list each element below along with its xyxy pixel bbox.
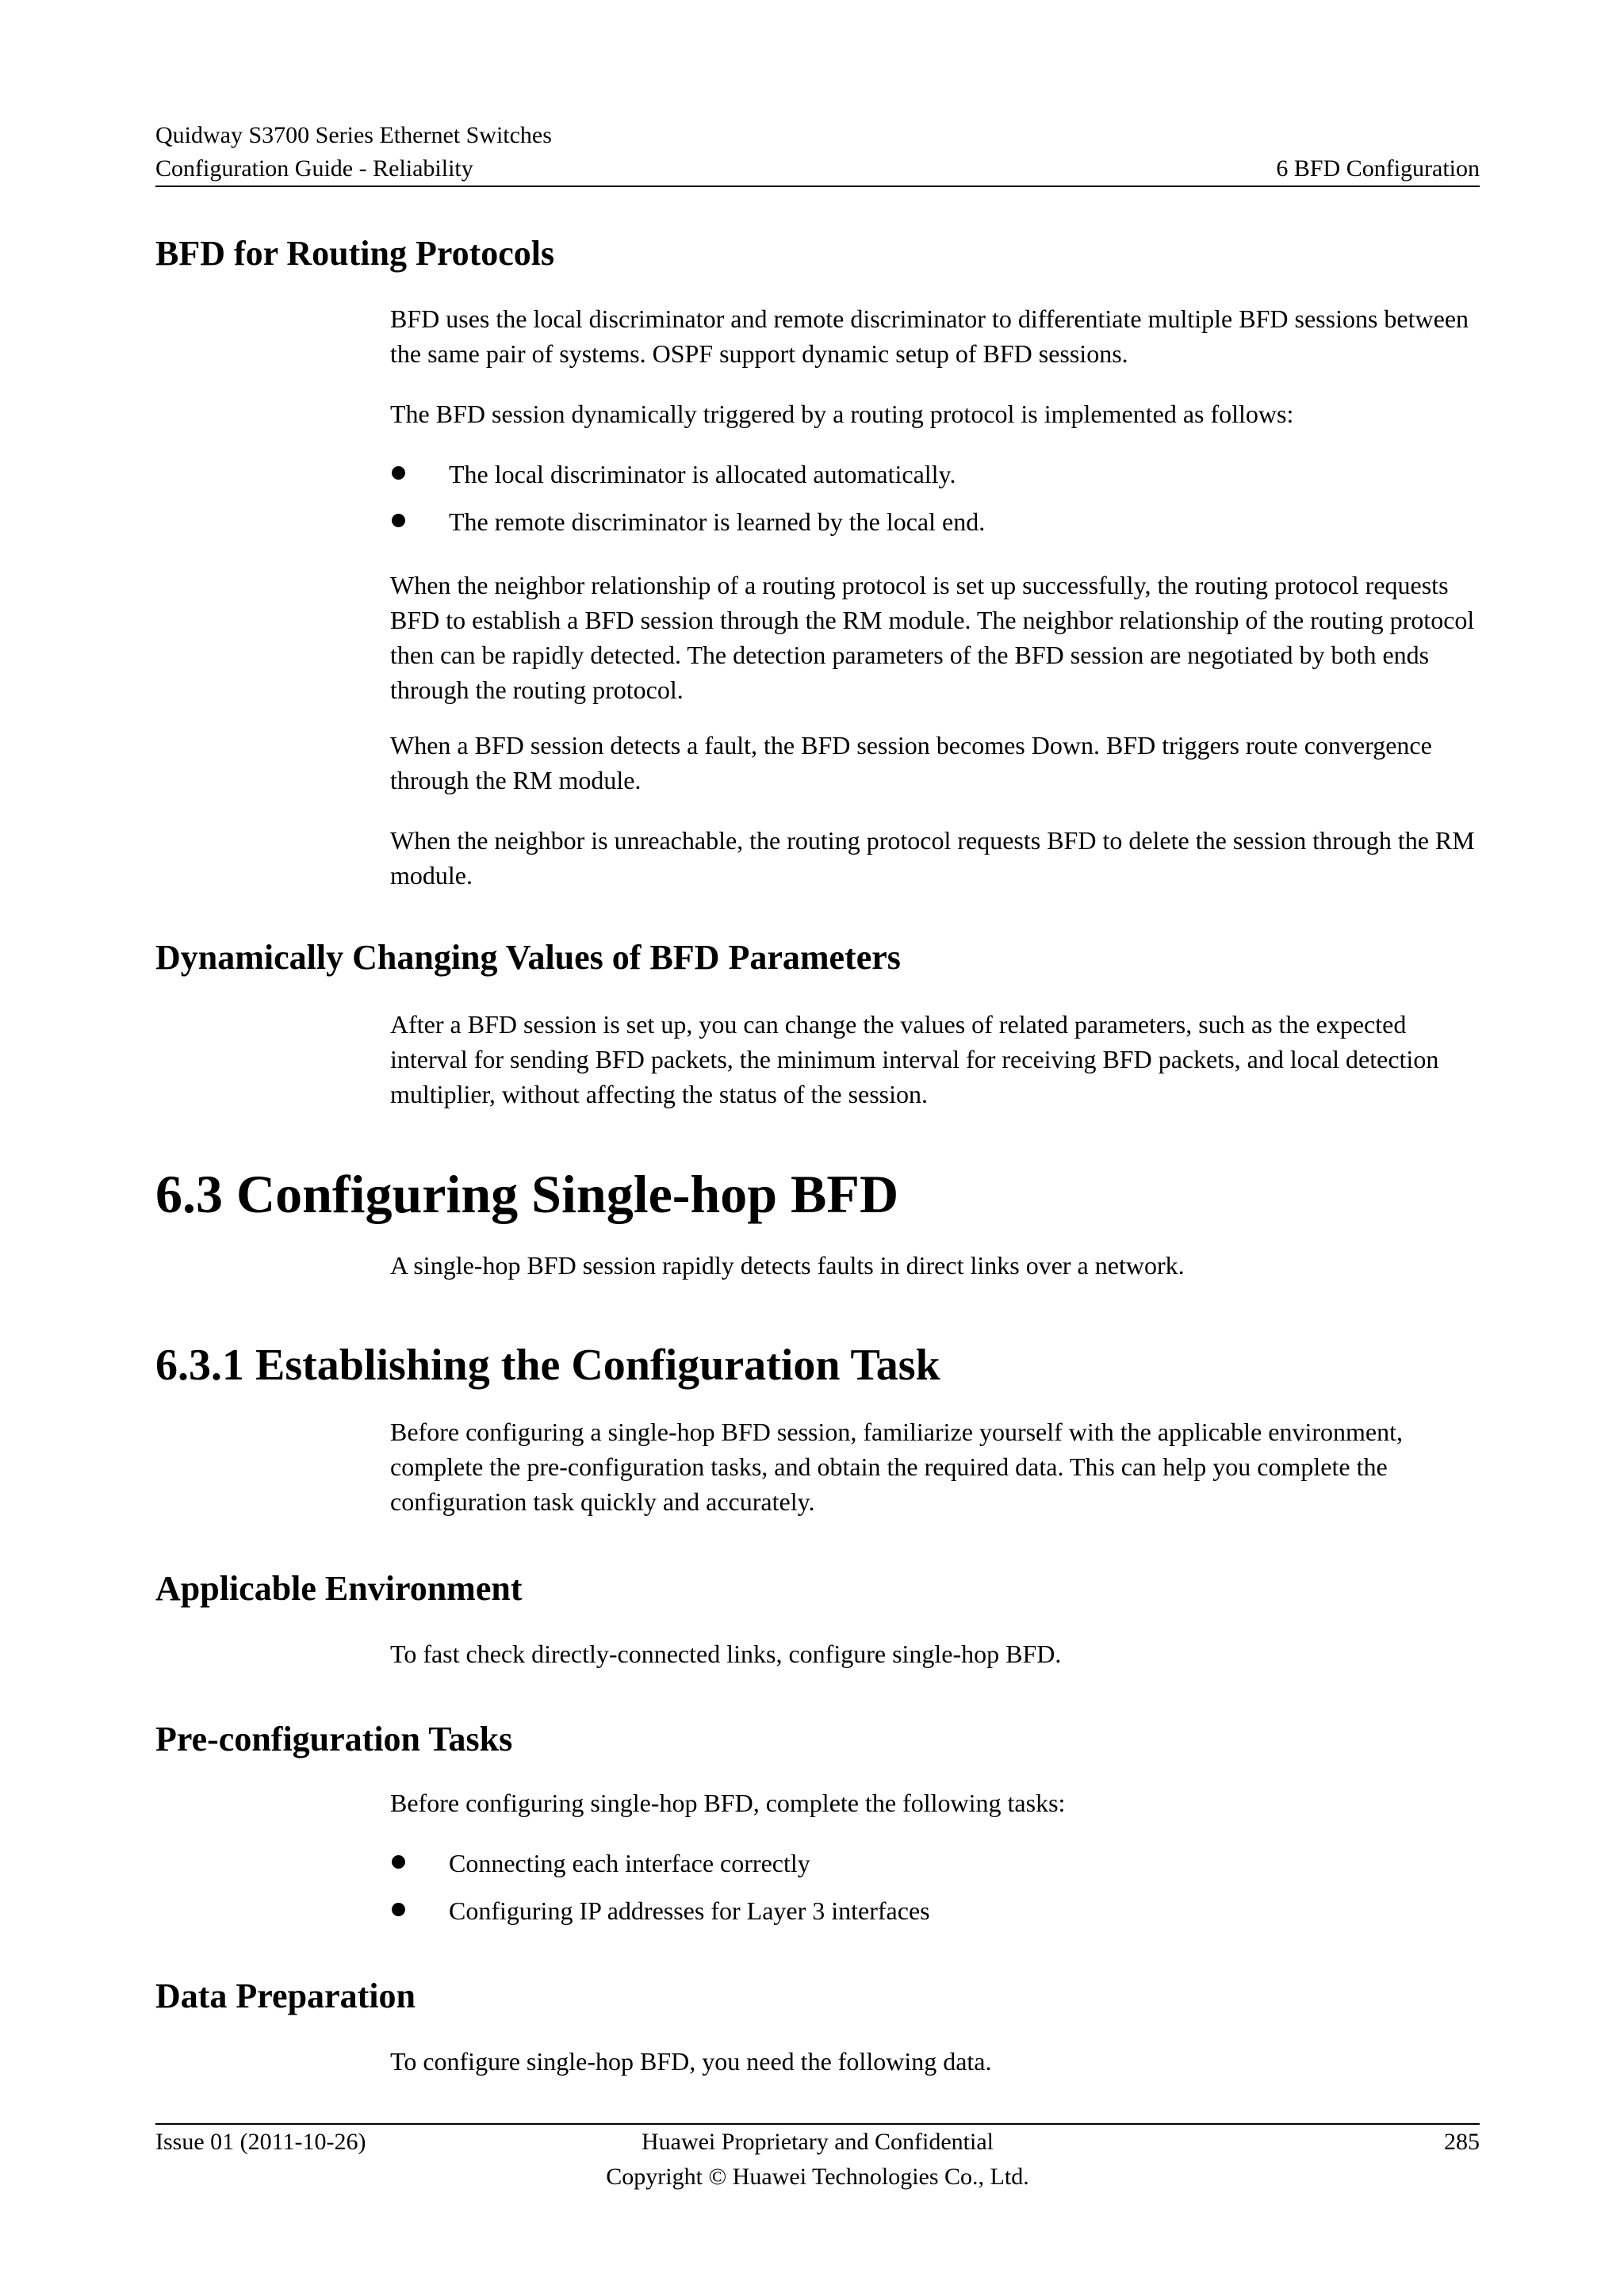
heading-section-6-3: 6.3 Configuring Single-hop BFD: [155, 1164, 899, 1224]
bullet-list: [390, 457, 1480, 552]
page-header: [155, 119, 1480, 186]
bullet-icon: [392, 514, 405, 527]
heading-data-preparation: Data Preparation: [155, 1976, 416, 2015]
paragraph: When a BFD session detects a fault, the BFD session becomes Down. BFD triggers route convergence through the RM module.: [390, 731, 1432, 794]
header-rule: [155, 186, 1480, 187]
footer-issue: Issue 01 (2011-10-26): [155, 2129, 366, 2155]
heading-section-6-3-1: 6.3.1 Establishing the Configuration Task: [155, 1341, 940, 1390]
header-chapter-title: 6 BFD Configuration: [1276, 155, 1480, 182]
bullet-list: [390, 1846, 1480, 1941]
bullet-icon: [392, 1903, 405, 1916]
paragraph: To fast check directly-connected links, configure single-hop BFD.: [390, 1640, 1062, 1668]
list-item: The local discriminator is allocated automatically.: [390, 457, 1480, 504]
bullet-icon: [392, 466, 405, 480]
heading-bfd-routing-protocols: BFD for Routing Protocols: [155, 234, 555, 273]
paragraph: Before configuring single-hop BFD, complete the following tasks:: [390, 1789, 1066, 1817]
footer-center: [155, 2125, 1480, 2195]
list-item: Configuring IP addresses for Layer 3 interfaces: [390, 1893, 1480, 1941]
paragraph: When the neighbor is unreachable, the routing protocol requests BFD to delete the session through the RM module.: [390, 826, 1475, 890]
heading-preconfiguration-tasks: Pre-configuration Tasks: [155, 1720, 513, 1758]
header-guide-title: Configuration Guide - Reliability: [155, 155, 473, 182]
paragraph: Before configuring a single-hop BFD session, familiarize yourself with the applicable environment, complete the pre-configuration tasks, and obtain the required data. This can help you complete the configuration task quickly and accurately.: [390, 1418, 1403, 1516]
header-row: [155, 152, 1480, 186]
paragraph: BFD uses the local discriminator and remote discriminator to differentiate multiple BFD sessions between the same pair of systems. OSPF support dynamic setup of BFD sessions.: [390, 304, 1469, 368]
heading-dynamic-params: Dynamically Changing Values of BFD Parameters: [155, 938, 901, 977]
footer-copyright: Copyright © Huawei Technologies Co., Ltd.: [606, 2164, 1029, 2190]
page-number: 285: [1444, 2129, 1480, 2155]
paragraph: A single-hop BFD session rapidly detects faults in direct links over a network.: [390, 1251, 1185, 1280]
paragraph: When the neighbor relationship of a routing protocol is set up successfully, the routing protocol requests BFD to establish a BFD session through the RM module. The neighbor relationship of the routing protocol then can be rapidly detected. The detection parameters of the BFD session are negotiated by both ends through the routing protocol.: [390, 571, 1475, 704]
heading-applicable-environment: Applicable Environment: [155, 1569, 523, 1608]
paragraph: To configure single-hop BFD, you need the following data.: [390, 2047, 992, 2076]
paragraph: After a BFD session is set up, you can change the values of related parameters, such as the expected interval for sending BFD packets, the minimum interval for receiving BFD packets, and local detection multiplier, without affecting the status of the session.: [390, 1010, 1439, 1108]
bullet-icon: [392, 1855, 405, 1869]
list-item: The remote discriminator is learned by the local end.: [390, 504, 1480, 552]
header-product-title: Quidway S3700 Series Ethernet Switches: [155, 122, 552, 148]
paragraph: The BFD session dynamically triggered by a routing protocol is implemented as follows:: [390, 400, 1294, 428]
list-item: Connecting each interface correctly: [390, 1846, 1480, 1893]
footer-confidential: Huawei Proprietary and Confidential: [641, 2129, 994, 2155]
